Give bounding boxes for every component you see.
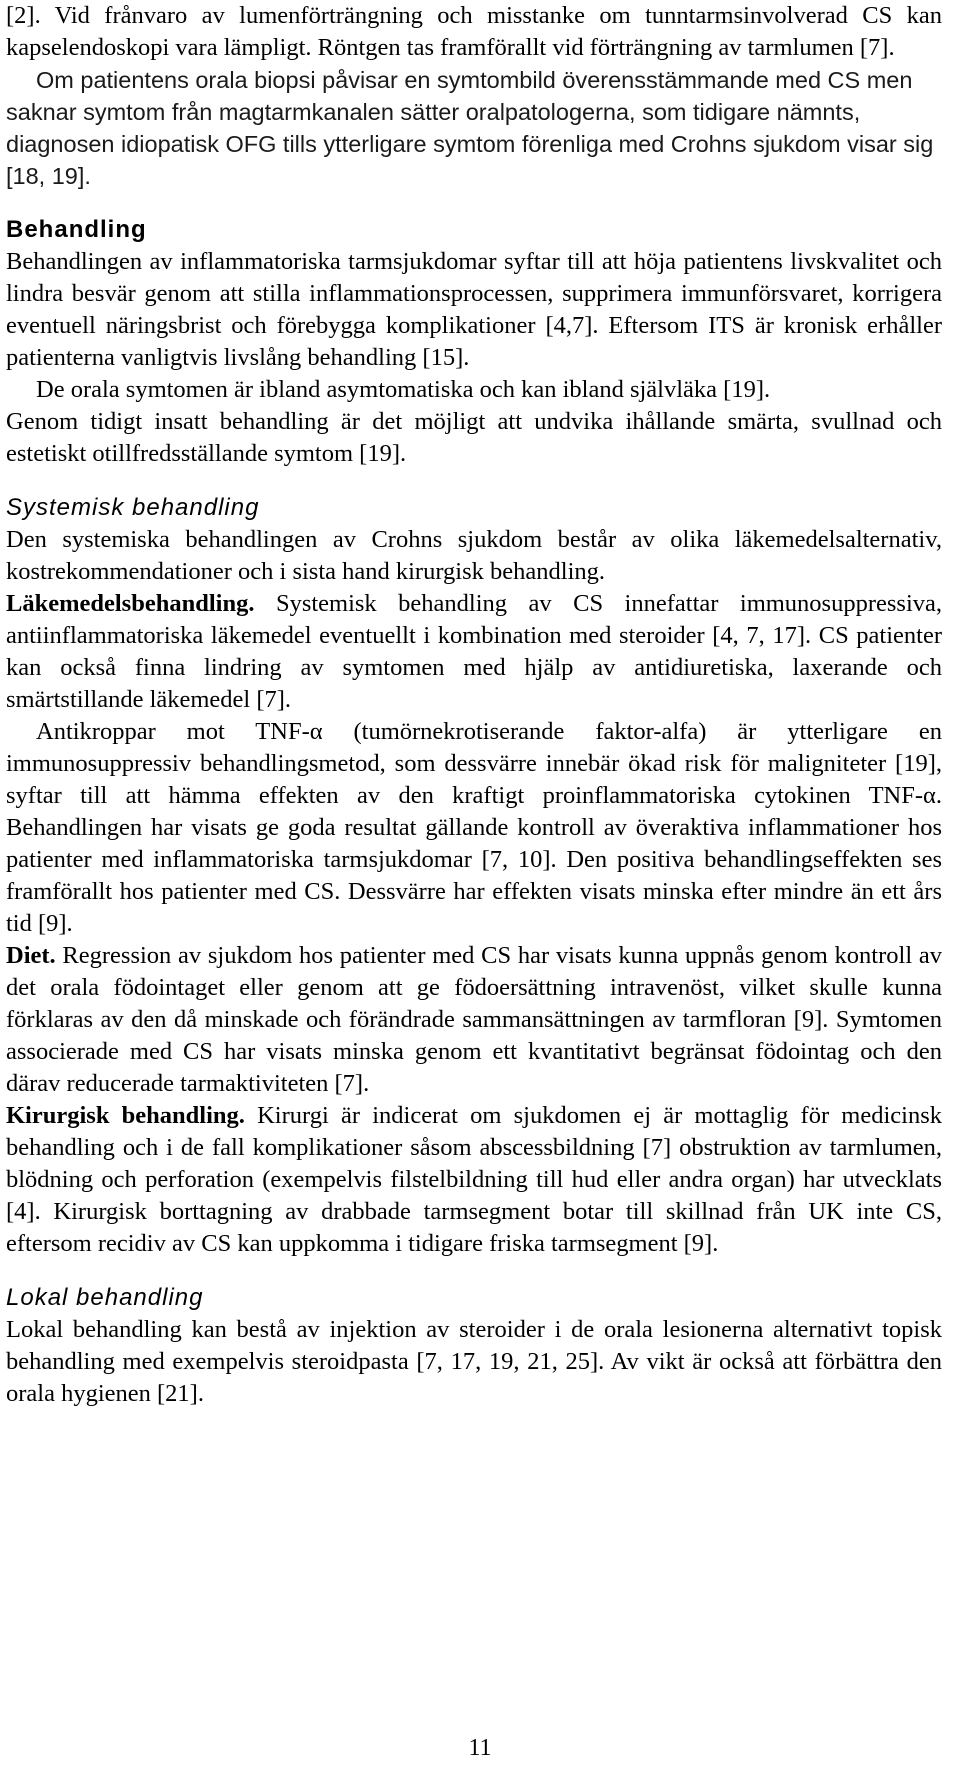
- page-content: [6, 0, 942, 1410]
- subsection-heading-lokal: Lokal behandling: [6, 1284, 204, 1311]
- page-number: 11: [468, 1735, 492, 1761]
- diet-text: Regression av sjukdom hos patienter med CS har visats kunna uppnås genom kontroll av det orala födointaget eller genom att ge födoersättning intravenöst, vilket skulle kunna förklaras av den då minskade och förändrade sammansättningen av tarmfloran [9]. Symtomen associerade med CS har visats minska genom ett kvantitativt begränsat födointag och den därav reducerade tarmaktiviteten [7].: [6, 942, 942, 1097]
- section-heading-behandling: Behandling: [6, 216, 147, 243]
- lakemedel-paragraph: [6, 588, 942, 716]
- lokal-paragraph: Lokal behandling kan bestå av injektion av steroider i de orala lesionerna alternativt topisk behandling med exempelvis steroidpasta [7, 17, 19, 21, 25]. Av vikt är också att förbättra den orala hygienen [21].: [6, 1316, 942, 1407]
- systemisk-paragraph-intro: Den systemiska behandlingen av Crohns sjukdom består av olika läkemedelsalternativ, kostrekommendationer och i sista hand kirurgisk behandling.: [6, 526, 942, 585]
- behandling-paragraph-1: Behandlingen av inflammatoriska tarmsjukdomar syftar till att höja patientens livskvalitet och lindra besvär genom att stilla inflammationsprocessen, supprimera immunförsvaret, korrigera eventuell näringsbrist och förebygga komplikationer [4,7]. Eftersom ITS är kronisk erhåller patienterna vanligtvis livslång behandling [15].: [6, 248, 942, 371]
- lakemedel-text: Systemisk behandling av CS innefattar immunosuppressiva, antiinflammatoriska läkemedel eventuellt i kombination med steroider [4, 7, 17]. CS patienter kan också finna lindring av symtomen med hjälp av antidiuretiska, laxerande och smärtstillande läkemedel [7].: [6, 590, 942, 713]
- intro-paragraph-oral-biopsy: Om patientens orala biopsi påvisar en symtombild överensstämmande med CS men saknar symtom från magtarmkanalen sätter oralpatologerna, som tidigare nämnts, diagnosen idiopatisk OFG tills ytterligare symtom förenliga med Crohns sjukdom visar sig [18, 19].: [6, 67, 934, 189]
- kirurgisk-text: Kirurgi är indicerat om sjukdomen ej är mottaglig för medicinsk behandling och i de fall komplikationer såsom abscessbildning [7] obstruktion av tarmlumen, blödning och perforation (exempelvis filstelbildning till hud eller andra organ) har utvecklats [4]. Kirurgisk borttagning av drabbade tarmsegment botar till skillnad från UK inte CS, eftersom recidiv av CS kan uppkomma i tidigare friska tarmsegment [9].: [6, 1102, 943, 1257]
- behandling-paragraph-2: De orala symtomen är ibland asymtomatiska och kan ibland självläka [19].: [36, 376, 771, 403]
- subsection-heading-systemisk: Systemisk behandling: [6, 494, 260, 521]
- antikroppar-paragraph: Antikroppar mot TNF-α (tumörnekrotiserande faktor-alfa) är ytterligare en immunosuppressiv behandlingsmetod, som dessvärre innebär ökad risk för maligniteter [19], syftar till att hämma effekten av den kraftigt proinflammatoriska cytokinen TNF-α. Behandlingen har visats ge goda resultat gällande kontroll av överaktiva inflammationer hos patienter med inflammatoriska tarmsjukdomar [7, 10]. Den positiva behandlingseffekten ses framförallt hos patienter med CS. Dessvärre har effekten visats minska efter mindre än ett års tid [9].: [6, 718, 942, 937]
- lakemedel-label: Läkemedelsbehandling.: [6, 590, 255, 617]
- diet-label: Diet.: [6, 942, 56, 969]
- kirurgisk-paragraph: [6, 1100, 942, 1260]
- kirurgisk-label: Kirurgisk behandling.: [6, 1102, 245, 1129]
- behandling-paragraph-3: Genom tidigt insatt behandling är det möjligt att undvika ihållande smärta, svullnad och estetiskt otillfredsställande symtom [19].: [6, 408, 942, 467]
- intro-paragraph-continued: [2]. Vid frånvaro av lumenförträngning och misstanke om tunntarmsinvolverad CS kan kapselendoskopi vara lämpligt. Röntgen tas framförallt vid förträngning av tarmlumen [7].: [6, 2, 942, 61]
- diet-paragraph: [6, 940, 942, 1100]
